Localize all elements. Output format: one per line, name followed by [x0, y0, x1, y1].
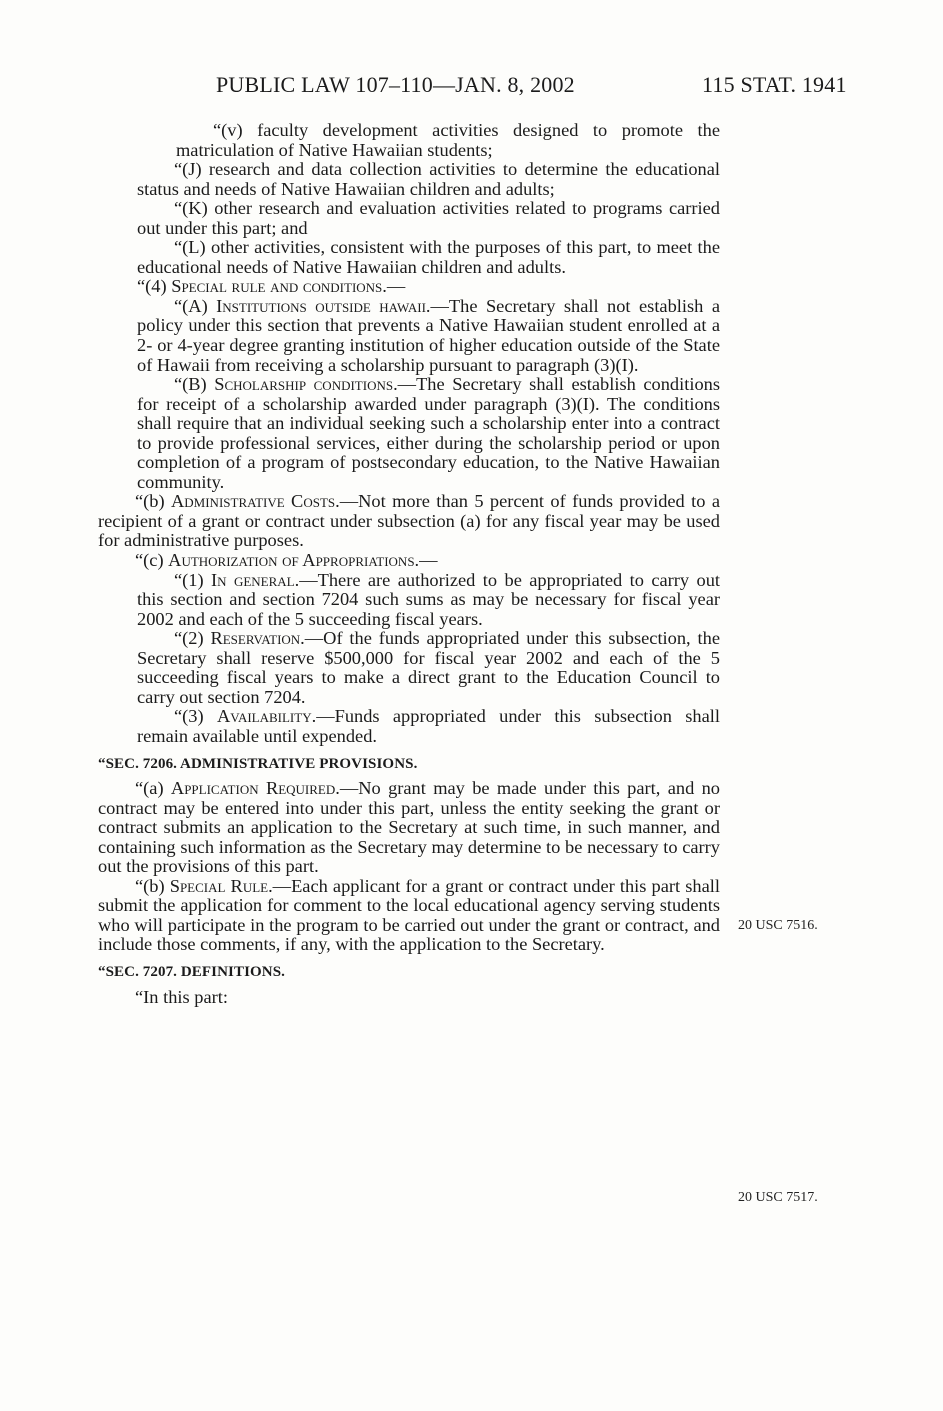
- header-citation: PUBLIC LAW 107–110—JAN. 8, 2002: [216, 72, 575, 97]
- paragraph-b: [98, 492, 720, 551]
- paragraph-7206a-text: No grant may be made under this part, and no contract may be entered into under this part, unless the entity seeking the grant or contract submits an application to the Secretary at such time, in such manner, and containing such information as the Secretary may determine to be necessary to carry out the provisions of this part.: [98, 778, 721, 877]
- paragraph-c3-text: Funds appropriated under this subsection shall remain available until expended.: [137, 706, 720, 746]
- paragraph-7207-intro: “In this part:: [135, 986, 228, 1007]
- paragraph-7206b-number: “(b): [135, 875, 170, 896]
- section-7206-heading: “SEC. 7206. ADMINISTRATIVE PROVISIONS.: [98, 755, 418, 772]
- paragraph-L: “(L) other activities, consistent with the purposes of this part, to meet the educational needs of Native Hawaiian children and adults.: [137, 237, 720, 277]
- paragraph-7206a-heading: Application Required.—: [170, 778, 359, 799]
- paragraph-c3-heading: Availability.—: [216, 706, 335, 727]
- paragraph-7206b-text: Each applicant for a grant or contract under this part shall submit the application for comment to the local educational agency serving students who will participate in the program to be carried out under the grant or contract, and include those comments, if any, with the application to the Secretary.: [98, 875, 720, 955]
- paragraph-b-text: Not more than 5 percent of funds provided to a recipient of a grant or contract under subsection (a) for any fiscal year may be used for administrative purposes.: [98, 491, 720, 551]
- paragraph-7206b: [98, 877, 720, 955]
- paragraph-4: [98, 277, 720, 297]
- paragraph-c3-number: “(3): [174, 706, 217, 727]
- paragraph-7206a-number: “(a): [135, 778, 171, 799]
- paragraph-4-number: “(4): [137, 276, 172, 297]
- paragraph-B-heading: Scholarship conditions.—: [214, 374, 417, 395]
- paragraph-B-text: The Secretary shall establish conditions for receipt of a scholarship awarded under paragraph (3)(I). The conditions shall require that an individual seeking such a scholarship enter into a contract to provide professional services, either during the scholarship period or upon completion of a program of postsecondary education, to the Native Hawaiian community.: [137, 374, 720, 492]
- paragraph-c2-number: “(2): [174, 628, 211, 649]
- paragraph-7206a: [98, 779, 720, 877]
- paragraph-A-text: The Secretary shall not establish a policy under this section that prevents a Native Hawaiian student enrolled at a 2- or 4-year degree granting institution of higher education outside of the State of Hawaii from receiving a scholarship pursuant to paragraph (3)(I).: [137, 295, 720, 375]
- margin-note-7207: 20 USC 7517.: [738, 1190, 818, 1205]
- paragraph-7206b-heading: Special Rule.—: [169, 875, 292, 896]
- header-stat-page: 115 STAT. 1941: [702, 72, 847, 97]
- paragraph-c: [98, 551, 720, 571]
- paragraph-J: “(J) research and data collection activities to determine the educational status and needs of Native Hawaiian children and adults;: [137, 159, 720, 199]
- paragraph-B-number: “(B): [174, 374, 215, 395]
- paragraph-c2-heading: Reservation.—: [210, 628, 324, 649]
- margin-note-7206: 20 USC 7516.: [738, 918, 818, 933]
- paragraph-b-number: “(b): [135, 491, 171, 512]
- paragraph-v: “(v) faculty development activities designed to promote the matriculation of Native Hawaiian students;: [176, 120, 720, 160]
- paragraph-c3: [98, 707, 720, 746]
- paragraph-c1-number: “(1): [174, 569, 212, 590]
- paragraph-A-heading: Institutions outside hawaii.—: [216, 295, 449, 316]
- paragraph-c1-text: There are authorized to be appropriated to carry out this section and section 7204 such sums as may be necessary for fiscal year 2002 and each of the 5 succeeding fiscal years.: [137, 569, 720, 629]
- paragraph-c2: [98, 629, 720, 707]
- paragraph-c-number: “(c): [135, 550, 169, 571]
- page-header: [0, 66, 943, 106]
- paragraph-c-heading: Authorization of Appropriations.—: [168, 550, 438, 571]
- paragraph-A: [98, 297, 720, 375]
- document-body: [98, 121, 720, 1007]
- paragraph-c1: [98, 571, 720, 630]
- paragraph-c2-text: Of the funds appropriated under this subsection, the Secretary shall reserve $500,000 for fiscal year 2002 and each of the 5 succeeding fiscal years to make a direct grant to the Education Council to carry out section 7204.: [137, 628, 720, 707]
- paragraph-A-number: “(A): [174, 295, 217, 316]
- section-7207-heading: “SEC. 7207. DEFINITIONS.: [98, 963, 286, 980]
- paragraph-b-heading: Administrative Costs.—: [171, 491, 359, 512]
- paragraph-c1-heading: In general.—: [211, 569, 318, 590]
- paragraph-4-heading: Special rule and conditions.—: [171, 276, 406, 297]
- paragraph-K: “(K) other research and evaluation activities related to programs carried out under this part; and: [137, 198, 720, 238]
- paragraph-B: [98, 375, 720, 492]
